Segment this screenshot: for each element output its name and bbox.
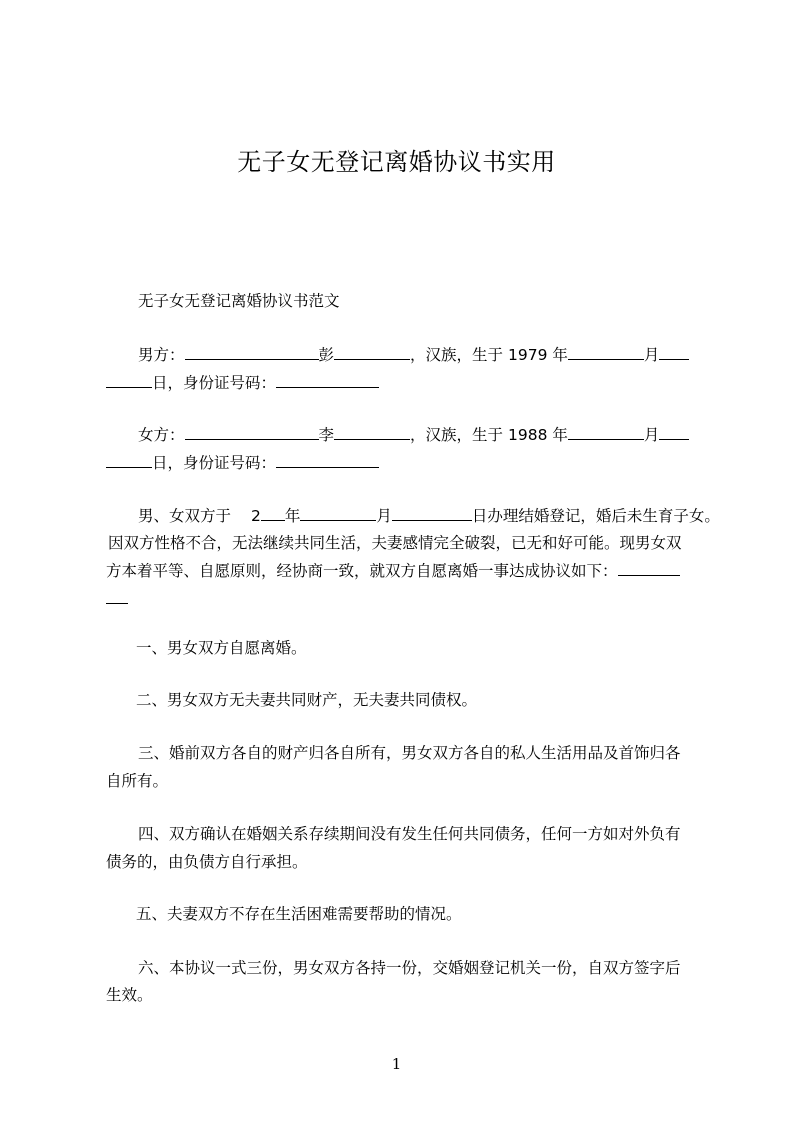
husband-ethnicity: ，汉族，生于 (410, 346, 504, 364)
husband-month-unit: 月 (643, 346, 660, 364)
clause-3-line-1: 三、婚前双方各自的财产归各自所有，男女双方各自的私人生活用品及首饰归各 (138, 744, 681, 762)
wife-month-blank (568, 425, 644, 440)
marriage-day-blank (392, 506, 472, 521)
husband-name-blank (185, 345, 319, 360)
wife-month-unit: 月 (643, 426, 660, 444)
marriage-month-blank (300, 506, 376, 521)
wife-year-unit: 年 (552, 426, 568, 444)
marriage-month-unit: 月 (376, 507, 392, 525)
wife-day-id: 日，身份证号码： (152, 454, 277, 472)
wife-name-blank-2 (334, 425, 410, 440)
subtitle: 无子女无登记离婚协议书范文 (138, 292, 340, 310)
husband-month-blank (568, 345, 644, 360)
marriage-agreement-blank (618, 561, 680, 576)
clause-6-line-1: 六、本协议一式三份，男女双方各持一份，交婚姻登记机关一份，自双方签字后 (138, 959, 681, 977)
wife-surname: 李 (318, 426, 335, 444)
wife-id-blank (276, 453, 379, 468)
wife-day-blank-2 (106, 453, 152, 468)
marriage-year-blank (261, 506, 285, 521)
clause-5: 五、夫妻双方不存在生活困难需要帮助的情况。 (136, 905, 462, 923)
document-title: 无子女无登记离婚协议书实用 (237, 148, 556, 176)
page-number: 1 (391, 1055, 402, 1073)
wife-line-1 (138, 425, 689, 445)
husband-line-1 (138, 345, 689, 365)
wife-line-2 (106, 453, 379, 473)
wife-label: 女方： (138, 426, 185, 444)
clause-4-line-1: 四、双方确认在婚姻关系存续期间没有发生任何共同债务，任何一方如对外负有 (138, 825, 681, 843)
clause-1: 一、男女双方自愿离婚。 (136, 639, 307, 657)
marriage-line-4 (106, 589, 128, 609)
clause-2: 二、男女双方无夫妻共同财产，无夫妻共同债权。 (136, 691, 478, 709)
husband-birth-year: 1979 (507, 346, 548, 364)
wife-day-blank (659, 425, 689, 440)
marriage-line-3-text: 方本着平等、自愿原则，经协商一致，就双方自愿离婚一事达成协议如下： (106, 562, 618, 580)
marriage-prefix: 男、女双方于 (138, 507, 232, 525)
husband-line-2 (106, 373, 379, 393)
clause-4-line-2: 债务的，由负债方自行承担。 (106, 853, 308, 871)
husband-label: 男方： (138, 346, 185, 364)
husband-surname: 彭 (318, 346, 335, 364)
marriage-year-unit: 年 (284, 507, 301, 525)
husband-day-blank (659, 345, 689, 360)
wife-birth-year: 1988 (507, 426, 548, 444)
clause-6-line-2: 生效。 (106, 986, 153, 1004)
husband-year-unit: 年 (552, 346, 568, 364)
husband-name-blank-2 (334, 345, 410, 360)
clause-3-line-2: 自所有。 (106, 772, 169, 790)
marriage-agreement-blank-2 (106, 589, 128, 604)
wife-ethnicity: ，汉族，生于 (410, 426, 504, 444)
marriage-suffix: 日办理结婚登记，婚后未生育子女。 (471, 507, 720, 525)
husband-day-blank-2 (106, 373, 152, 388)
marriage-year-digit: 2 (251, 507, 261, 525)
husband-day-id: 日，身份证号码： (152, 374, 277, 392)
marriage-line-1 (138, 506, 720, 526)
marriage-line-2: 因双方性格不合，无法继续共同生活，夫妻感情完全破裂，已无和好可能。现男女双 (108, 534, 682, 552)
husband-id-blank (276, 373, 379, 388)
marriage-line-3 (106, 561, 680, 581)
wife-name-blank (185, 425, 319, 440)
